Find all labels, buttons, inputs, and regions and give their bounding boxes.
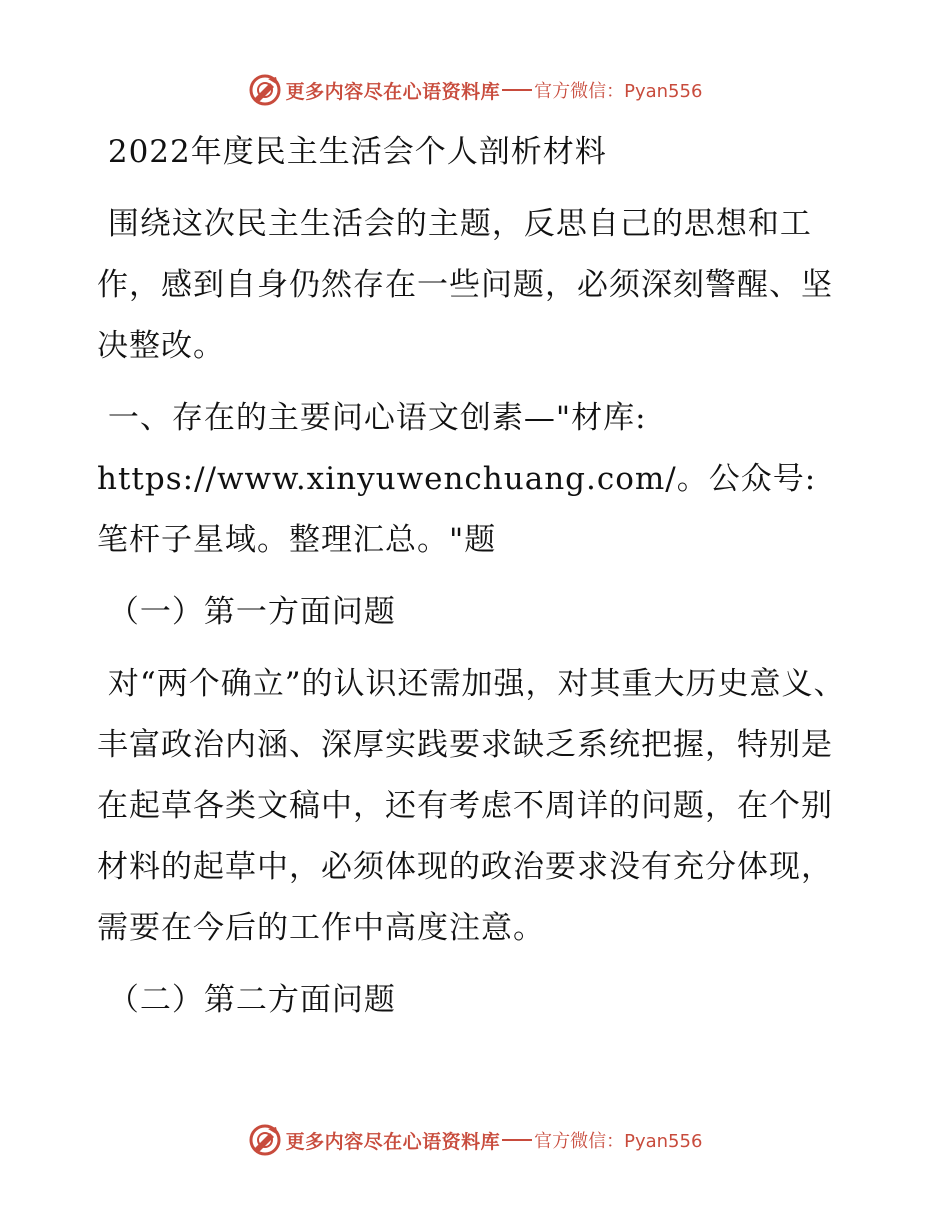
- banner-sub-text: 官方微信：Pyan556: [534, 1131, 703, 1152]
- paragraph-subheading-2: （二）第二方面问题: [97, 982, 396, 1018]
- banner-divider: [502, 1139, 532, 1141]
- paragraph-section-heading: 一、存在的主要问心语文创素—"材库: https://www.xinyuwenchuang.com/。公众号: 笔杆子星域。整理汇总。"题: [97, 400, 828, 558]
- banner-divider: [502, 89, 532, 91]
- footer-banner: [0, 1120, 950, 1160]
- document-body: [97, 120, 857, 1042]
- logo-icon: [248, 73, 282, 107]
- paragraph-subheading-1: （一）第一方面问题: [97, 594, 396, 630]
- document-title: 2022年度民主生活会个人剖析材料: [97, 134, 607, 170]
- logo-icon: [248, 1123, 282, 1157]
- banner-main-text: 更多内容尽在心语资料库: [285, 1130, 501, 1153]
- paragraph-intro: 围绕这次民主生活会的主题，反思自己的思想和工作，感到自身仍然存在一些问题，必须深刻警醒、坚决整改。: [97, 206, 833, 364]
- banner-main-text: 更多内容尽在心语资料库: [285, 80, 501, 103]
- banner-sub-text: 官方微信：Pyan556: [534, 81, 703, 102]
- paragraph-body-1: 对“两个确立”的认识还需加强，对其重大历史意义、丰富政治内涵、深厚实践要求缺乏系统把握，特别是在起草各类文稿中，还有考虑不周详的问题，在个别材料的起草中，必须体现的政治要求没有充分体现，需要在今后的工作中高度注意。: [97, 666, 846, 946]
- header-banner: [0, 70, 950, 110]
